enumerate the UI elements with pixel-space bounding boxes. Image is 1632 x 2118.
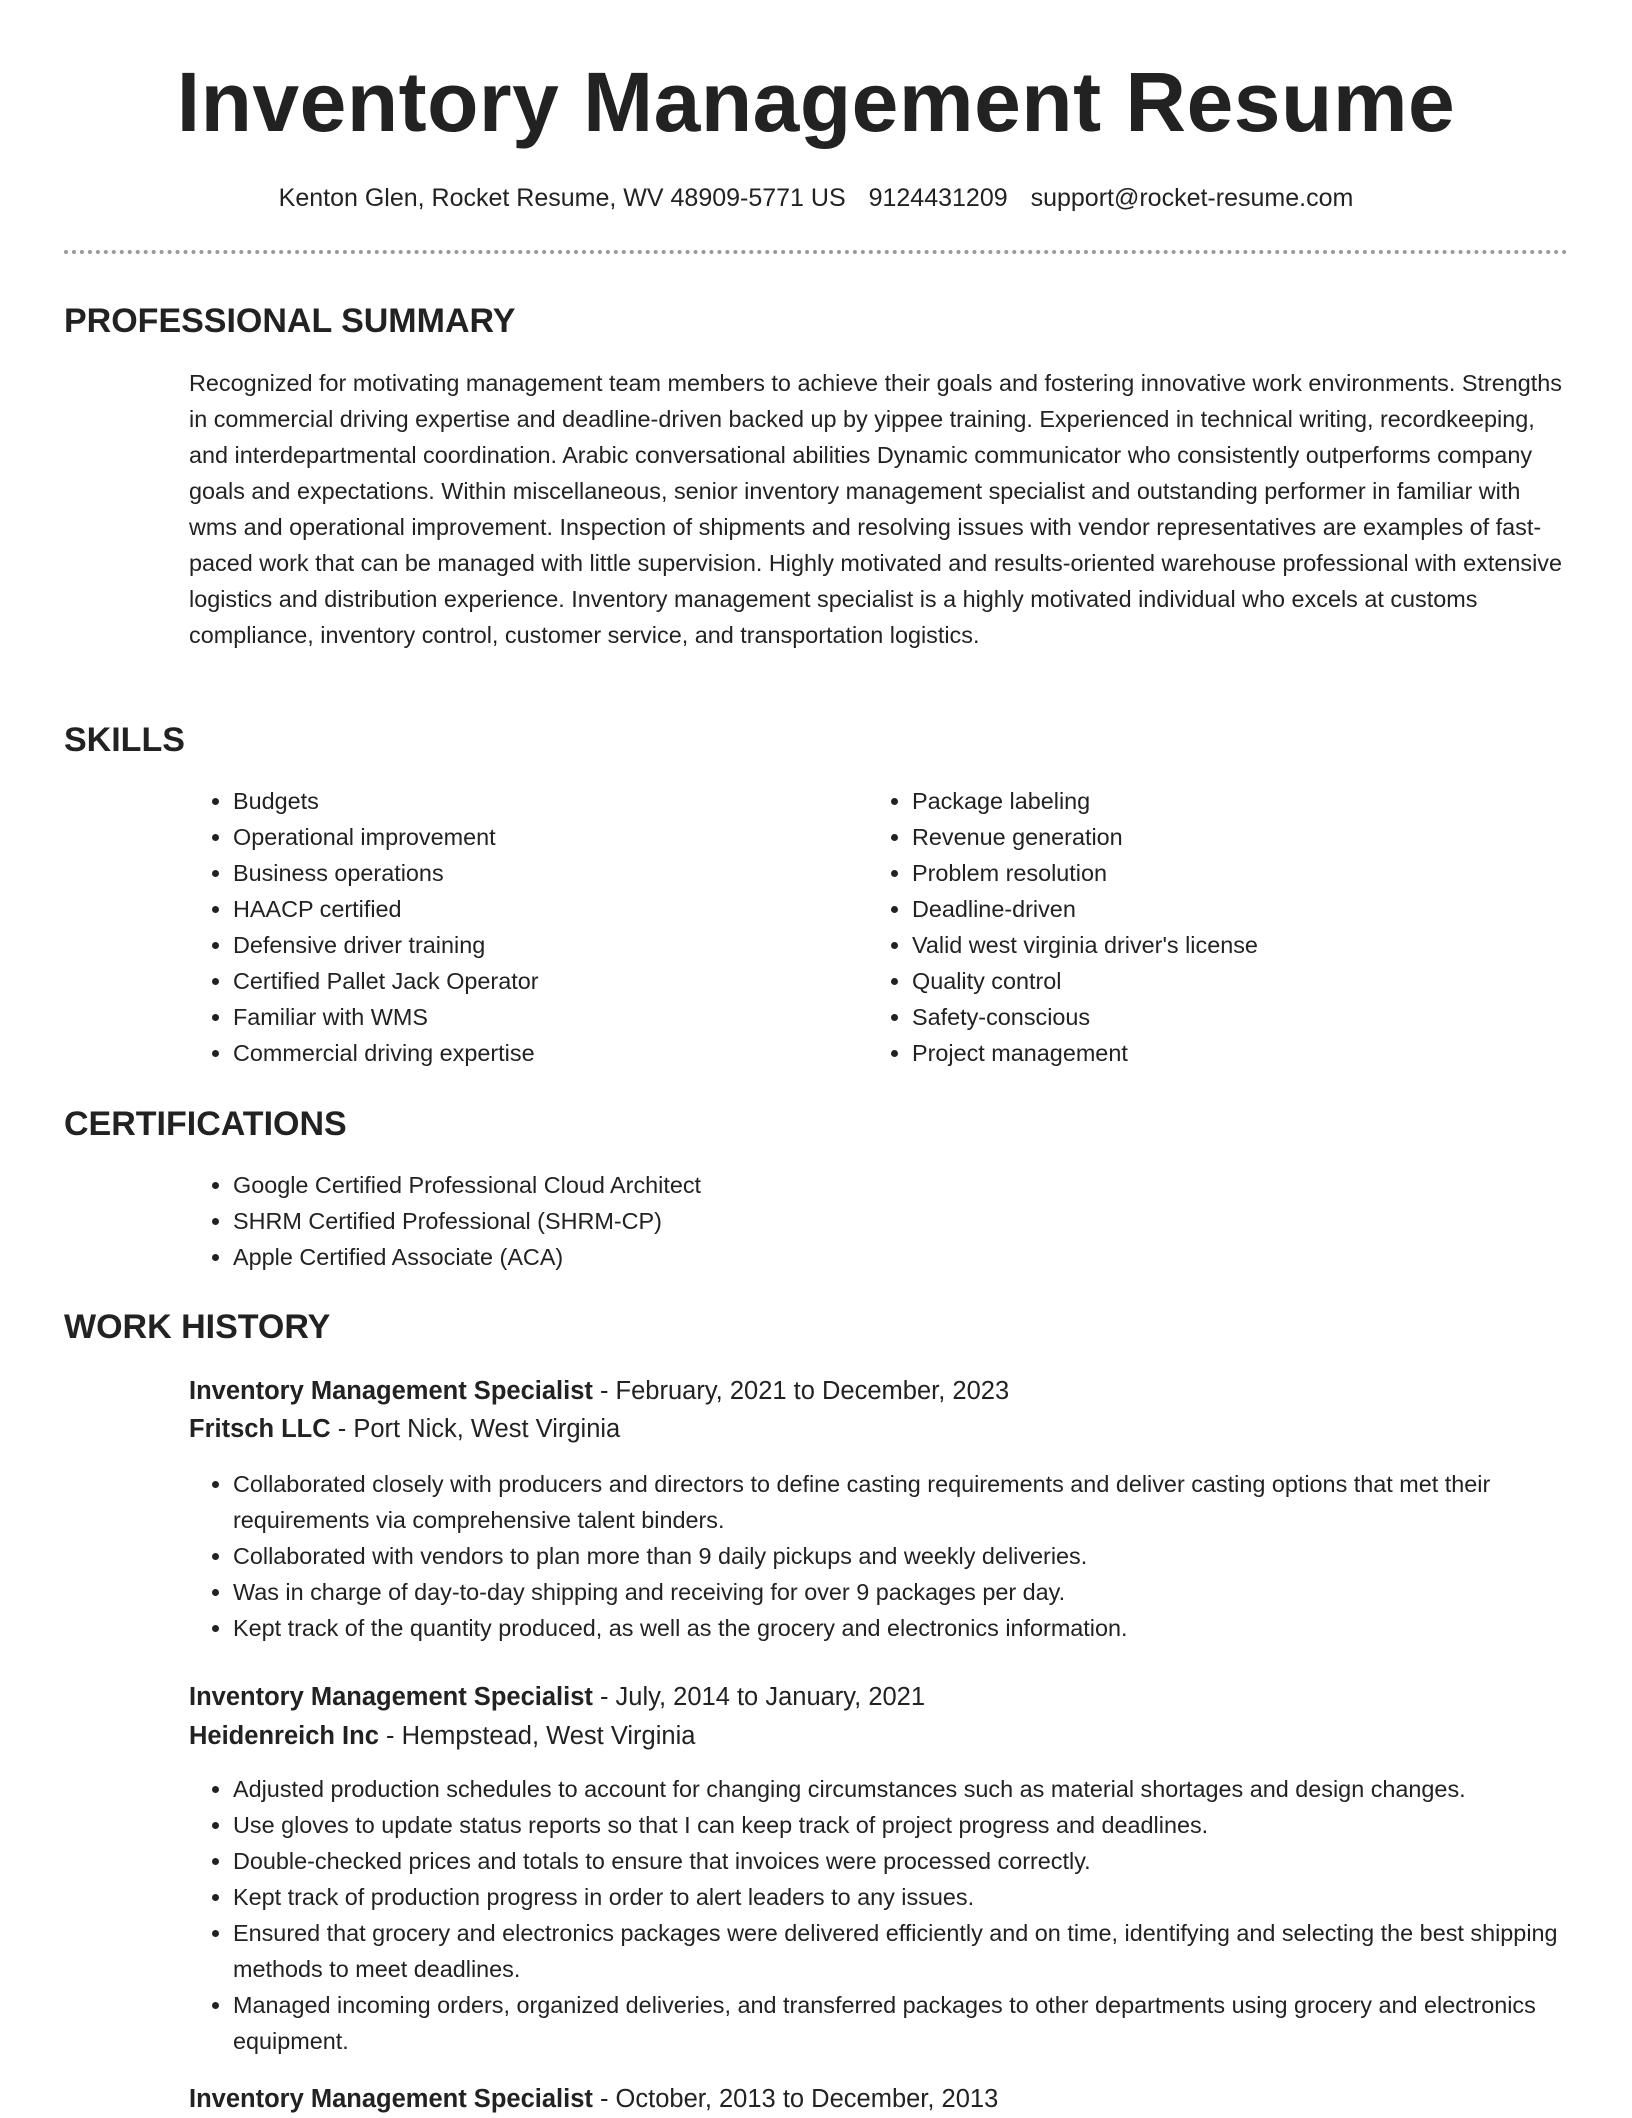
job-company-line bbox=[189, 1717, 1569, 1755]
work-history-heading: WORK HISTORY bbox=[64, 1308, 331, 1346]
certification-item: • Apple Certified Associate (ACA) bbox=[233, 1239, 1573, 1275]
job-bullet: • Was in charge of day-to-day shipping and receiving for over 9 packages per day. bbox=[233, 1574, 1613, 1610]
skill-item: • Quality control bbox=[912, 963, 1592, 999]
job-dates: - February, 2021 to December, 2023 bbox=[592, 1377, 1010, 1405]
skill-item: • Commercial driving expertise bbox=[233, 1035, 873, 1071]
job-company-line bbox=[189, 1410, 1569, 1448]
skill-item: • Defensive driver training bbox=[233, 927, 873, 963]
contact-email: support@rocket-resume.com bbox=[1030, 184, 1354, 212]
job-bullet: • Collaborated with vendors to plan more than 9 daily pickups and weekly deliveries. bbox=[233, 1538, 1613, 1574]
job-location: - Hempstead, West Virginia bbox=[378, 1722, 696, 1750]
skill-item: • Business operations bbox=[233, 855, 873, 891]
job-title: Inventory Management Specialist bbox=[189, 1683, 593, 1711]
skill-item: • Revenue generation bbox=[912, 819, 1592, 855]
job-bullets bbox=[189, 1771, 1613, 2059]
job-bullet: • Use gloves to update status reports so that I can keep track of project progress and deadlines. bbox=[233, 1807, 1613, 1843]
job-dates: - July, 2014 to January, 2021 bbox=[592, 1683, 926, 1711]
skill-item: • Safety-conscious bbox=[912, 999, 1592, 1035]
skill-item: • Problem resolution bbox=[912, 855, 1592, 891]
skill-item: • Project management bbox=[912, 1035, 1592, 1071]
job-company: Fritsch LLC bbox=[189, 1415, 331, 1443]
skills-list-left bbox=[189, 783, 873, 1071]
job-dates: - October, 2013 to December, 2013 bbox=[592, 2085, 999, 2113]
job-bullets bbox=[189, 1466, 1613, 1646]
certifications-heading: CERTIFICATIONS bbox=[64, 1105, 347, 1143]
skill-item: • Package labeling bbox=[912, 783, 1592, 819]
skill-item: • Familiar with WMS bbox=[233, 999, 873, 1035]
contact-line bbox=[0, 180, 1632, 216]
job-bullet: • Collaborated closely with producers and directors to define casting requirements and deliver casting options that met their requirements via comprehensive talent binders. bbox=[233, 1466, 1613, 1538]
skills-list-right bbox=[868, 783, 1592, 1071]
header-divider bbox=[64, 250, 1568, 254]
job-title: Inventory Management Specialist bbox=[189, 2085, 593, 2113]
contact-address: Kenton Glen, Rocket Resume, WV 48909-5771 US bbox=[278, 184, 846, 212]
summary-text: Recognized for motivating management team members to achieve their goals and fostering innovative work environments. Strengths in commercial driving expertise and deadline-driven backed up by yippee training. Experienced in technical writing, recordkeeping, and interdepartmental coordination. Arabic conversational abilities Dynamic communicator who consistently outperforms company goals and expectations. Within miscellaneous, senior inventory management specialist and outstanding performer in familiar with wms and operational improvement. Inspection of shipments and resolving issues with vendor representatives are examples of fast-paced work that can be managed with little supervision. Highly motivated and results-oriented warehouse professional with extensive logistics and distribution experience. Inventory management specialist is a highly motivated individual who excels at customs compliance, inventory control, customer service, and transportation logistics. bbox=[189, 370, 1562, 648]
job-bullet: • Kept track of production progress in order to alert leaders to any issues. bbox=[233, 1879, 1613, 1915]
certifications-list bbox=[189, 1167, 1573, 1275]
job-title-line bbox=[189, 2080, 1569, 2118]
job-location: - Port Nick, West Virginia bbox=[330, 1415, 621, 1443]
skill-item: • Operational improvement bbox=[233, 819, 873, 855]
job-bullet: • Managed incoming orders, organized deliveries, and transferred packages to other departments using grocery and electronics equipment. bbox=[233, 1987, 1613, 2059]
job-bullet: • Adjusted production schedules to account for changing circumstances such as material shortages and design changes. bbox=[233, 1771, 1613, 1807]
job-company: Heidenreich Inc bbox=[189, 1722, 379, 1750]
contact-phone: 9124431209 bbox=[868, 184, 1008, 212]
job-bullet: • Double-checked prices and totals to ensure that invoices were processed correctly. bbox=[233, 1843, 1613, 1879]
certification-item: • SHRM Certified Professional (SHRM-CP) bbox=[233, 1203, 1573, 1239]
skill-item: • HAACP certified bbox=[233, 891, 873, 927]
job-title: Inventory Management Specialist bbox=[189, 1377, 593, 1405]
job-title-line bbox=[189, 1678, 1569, 1716]
skill-item: • Certified Pallet Jack Operator bbox=[233, 963, 873, 999]
job-title-line bbox=[189, 1372, 1569, 1410]
skill-item: • Budgets bbox=[233, 783, 873, 819]
summary-heading: PROFESSIONAL SUMMARY bbox=[64, 302, 516, 340]
resume-title: Inventory Management Resume bbox=[176, 55, 1456, 149]
skill-item: • Valid west virginia driver's license bbox=[912, 927, 1592, 963]
skills-heading: SKILLS bbox=[64, 721, 185, 759]
job-bullet: • Kept track of the quantity produced, as well as the grocery and electronics information. bbox=[233, 1610, 1613, 1646]
skill-item: • Deadline-driven bbox=[912, 891, 1592, 927]
job-bullet: • Ensured that grocery and electronics packages were delivered efficiently and on time, identifying and selecting the best shipping methods to meet deadlines. bbox=[233, 1915, 1613, 1987]
certification-item: • Google Certified Professional Cloud Architect bbox=[233, 1167, 1573, 1203]
